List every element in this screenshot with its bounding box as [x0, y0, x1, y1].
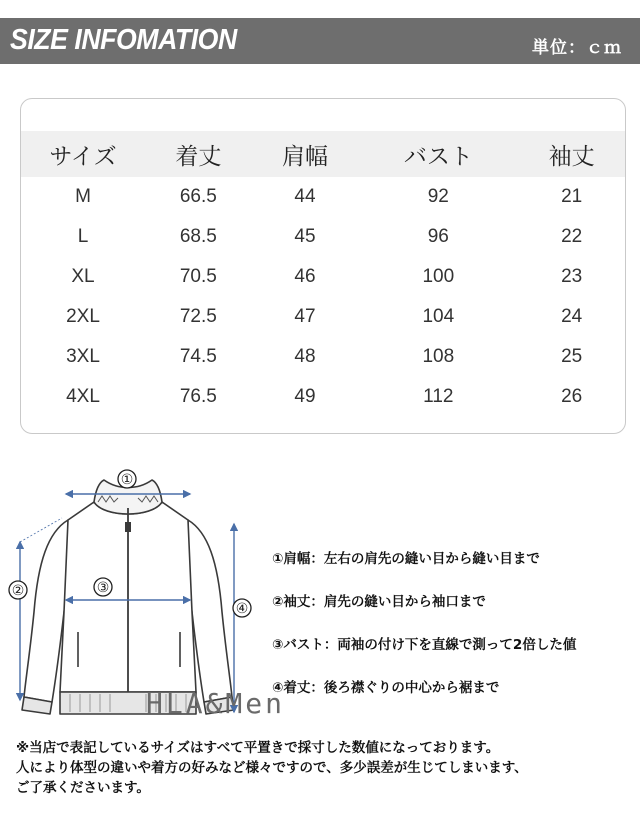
- size-cell: XL: [71, 266, 95, 287]
- value-cell: 48: [294, 346, 316, 367]
- note-shoulder: ①肩幅：左右の肩先の縫い目から縫い目まで: [272, 551, 540, 567]
- footnote-line: 人により体型の違いや着方の好みなど様々ですので、多少誤差が生じてしまいます、: [16, 760, 528, 776]
- value-cell: 47: [294, 306, 316, 327]
- value-cell: 46: [294, 266, 316, 287]
- table-row: [21, 257, 625, 297]
- table-row: [21, 177, 625, 217]
- value-cell: 25: [561, 346, 583, 367]
- value-cell: 24: [561, 306, 583, 327]
- value-cell: 72.5: [179, 306, 217, 327]
- header-bar: [0, 18, 640, 64]
- value-cell: 76.5: [179, 386, 217, 407]
- note-bust: ③バスト：両袖の付け下を直線で測って2倍した値: [272, 637, 577, 653]
- value-cell: 104: [422, 306, 455, 327]
- size-cell: 2XL: [66, 306, 100, 327]
- size-table: [21, 131, 625, 417]
- marker-4: ④: [235, 601, 249, 617]
- value-cell: 23: [561, 266, 583, 287]
- value-cell: 26: [561, 386, 583, 407]
- measurement-notes: [272, 545, 637, 717]
- size-table-card: [20, 98, 626, 434]
- marker-1: ①: [120, 472, 134, 488]
- table-header-row: [21, 131, 625, 177]
- size-cell: M: [75, 186, 91, 207]
- value-cell: 92: [427, 186, 449, 207]
- value-cell: 112: [423, 386, 454, 407]
- value-cell: 45: [294, 226, 316, 247]
- column-header: 肩幅: [252, 131, 359, 177]
- table-row: [21, 297, 625, 337]
- value-cell: 22: [561, 226, 583, 247]
- value-cell: 108: [422, 346, 455, 367]
- table-row: [21, 377, 625, 417]
- table-row: [21, 337, 625, 377]
- value-cell: 70.5: [179, 266, 217, 287]
- value-cell: 21: [561, 186, 583, 207]
- size-cell: 4XL: [66, 386, 100, 407]
- note-sleeve: ②袖丈：肩先の縫い目から袖口まで: [272, 594, 486, 610]
- size-cell: 3XL: [66, 346, 100, 367]
- value-cell: 49: [294, 386, 316, 407]
- marker-3: ③: [96, 580, 110, 596]
- brand-watermark: HLA&Men: [146, 687, 286, 720]
- column-header: サイズ: [21, 131, 145, 177]
- value-cell: 100: [422, 266, 455, 287]
- note-length: ④着丈：後ろ襟ぐりの中心から裾まで: [272, 680, 500, 696]
- footnote: [16, 738, 626, 798]
- value-cell: 66.5: [179, 186, 217, 207]
- header-title: SIZE INFOMATION: [10, 24, 237, 56]
- marker-2: ②: [11, 583, 25, 599]
- footnote-line: ご了承くださいます。: [16, 780, 150, 796]
- column-header: バスト: [358, 131, 518, 177]
- zipper-pull-icon: [125, 522, 131, 532]
- column-header: 着丈: [145, 131, 252, 177]
- footnote-line: ※当店で表記しているサイズはすべて平置きで採寸した数値になっております。: [16, 740, 500, 756]
- value-cell: 68.5: [179, 226, 217, 247]
- value-cell: 96: [427, 226, 449, 247]
- value-cell: 74.5: [179, 346, 217, 367]
- size-cell: L: [77, 226, 89, 247]
- column-header: 袖丈: [518, 131, 625, 177]
- value-cell: 44: [294, 186, 316, 207]
- unit-label: 単位：ｃｍ: [532, 38, 622, 58]
- table-row: [21, 217, 625, 257]
